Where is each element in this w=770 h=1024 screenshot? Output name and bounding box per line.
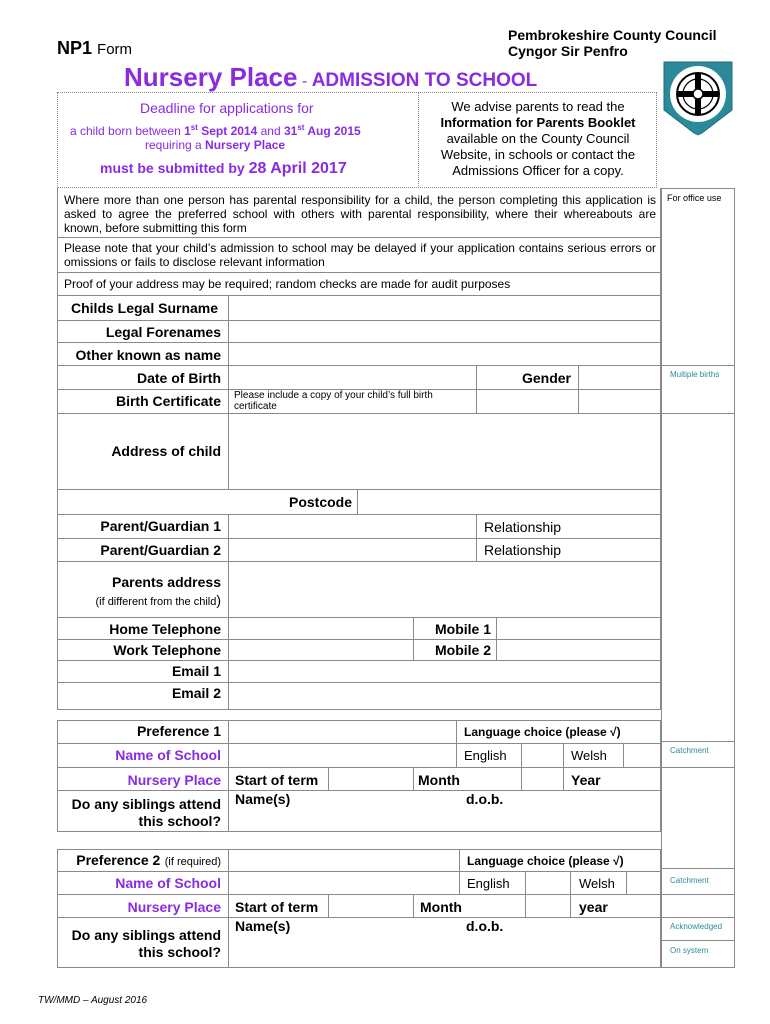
vrule-pref2-year	[570, 894, 571, 917]
pref2-label-text: Preference 2	[76, 852, 161, 868]
pref2-welsh-checkbox[interactable]	[626, 872, 660, 894]
label-pref1-welsh: Welsh	[571, 748, 607, 763]
pref1-start-field[interactable]	[328, 768, 413, 790]
pref1-year-field[interactable]	[610, 768, 660, 790]
label-pref1-year: Year	[571, 772, 601, 788]
pref1-month-field[interactable]	[521, 768, 563, 790]
label-pref2-siblings	[72, 927, 221, 961]
pref1-welsh-checkbox[interactable]	[623, 744, 660, 767]
label-other-name: Other known as name	[75, 347, 221, 363]
label-pref1-school: Name of School	[115, 747, 221, 763]
parent-guardian-1-field[interactable]	[228, 515, 476, 538]
office-multiple-births: Multiple births	[670, 370, 720, 379]
email-2-field[interactable]	[228, 683, 660, 710]
deadline-line4	[100, 160, 347, 178]
parents-address-note-text: (if different from the child	[95, 596, 217, 608]
rule-note2	[57, 272, 661, 273]
advice-text	[420, 99, 656, 179]
mobile-1-field[interactable]	[496, 618, 660, 639]
label-pref1-start: Start of term	[235, 772, 319, 788]
advice-line2: Information for Parents Booklet	[440, 115, 636, 130]
label-preference-2	[76, 852, 221, 870]
date-of-birth-field[interactable]	[228, 366, 476, 389]
deadline-line1: Deadline for applications for	[140, 100, 314, 116]
label-legal-forenames: Legal Forenames	[105, 324, 221, 340]
legal-forenames-field[interactable]	[228, 321, 660, 342]
advice-line4: Website, in schools or contact the	[440, 147, 636, 162]
form-code	[57, 38, 132, 59]
pref1-english-checkbox[interactable]	[521, 744, 563, 767]
label-parent-guardian-2: Parent/Guardian 2	[100, 542, 221, 558]
office-column	[661, 188, 735, 968]
label-pref2-english: English	[467, 876, 510, 891]
deadline-requiring: requiring a	[145, 138, 206, 152]
council-seal-logo	[660, 58, 736, 138]
pref2-start-field[interactable]	[328, 895, 413, 917]
parents-address-field[interactable]	[228, 562, 660, 617]
title-dash: -	[301, 73, 308, 90]
vrule-pref1-month	[413, 767, 414, 790]
label-relationship-1: Relationship	[484, 519, 562, 535]
council-name-en: Pembrokeshire County Council	[508, 27, 717, 43]
deadline-submitted-by: must be submitted by	[100, 160, 249, 176]
rule-office-acknowledged-top	[661, 917, 735, 918]
deadline-line2	[70, 123, 361, 138]
label-email-2: Email 2	[171, 685, 221, 701]
label-parent-guardian-1: Parent/Guardian 1	[100, 518, 221, 534]
vrule-pref1-language	[456, 720, 457, 767]
label-pref2-names: Name(s)	[235, 918, 291, 934]
vrule-pref1-year	[563, 767, 564, 790]
office-on-system: On system	[670, 946, 709, 955]
office-catchment-2: Catchment	[670, 876, 709, 885]
note-parental-responsibility: Where more than one person has parental responsibility for a child, the person completing this application is asked to agree the preferred school with others with parental responsibility, where their whereabouts are known, before submitting this form	[64, 193, 656, 235]
label-pref1-language: Language choice (please √)	[464, 725, 621, 739]
office-use-label: For office use	[667, 193, 722, 203]
label-pref2-dob: d.o.b.	[466, 918, 504, 934]
label-gender: Gender	[521, 370, 571, 386]
deadline-nursery-place: Nursery Place	[205, 138, 286, 152]
deadline-date2-day: 31	[283, 124, 298, 138]
vrule-mobile-left	[413, 617, 414, 660]
label-child-surname: Childs Legal Surname	[71, 300, 219, 316]
label-work-telephone: Work Telephone	[113, 642, 221, 658]
postcode-field[interactable]	[357, 490, 660, 514]
pref1-school-field[interactable]	[228, 744, 456, 767]
label-postcode: Postcode	[288, 494, 352, 510]
vrule-pref2-welsh	[570, 871, 571, 894]
deadline-date2-rest: Aug 2015	[304, 124, 361, 138]
title-main: Nursery Place	[124, 62, 298, 92]
deadline-and: and	[257, 124, 284, 138]
deadline-line3	[145, 138, 285, 152]
rule-office-births-bottom	[661, 413, 735, 414]
label-pref2-month: Month	[420, 899, 462, 915]
vrule-relationship	[476, 514, 477, 561]
parents-address-note	[95, 592, 221, 608]
label-email-1: Email 1	[171, 663, 221, 679]
child-surname-field[interactable]	[228, 296, 660, 320]
office-acknowledged: Acknowledged	[670, 922, 723, 931]
rule-office-births-top	[661, 365, 735, 366]
parent-guardian-2-field[interactable]	[228, 539, 476, 561]
pref2-siblings-field[interactable]	[228, 918, 660, 967]
rule-office-catchment2-top	[661, 868, 735, 869]
label-pref1-siblings	[72, 796, 221, 830]
note-admission-delay: Please note that your child’s admission to school may be delayed if your application contains serious errors or omissions or fails to disclose relevant information	[64, 241, 656, 269]
pref1-siblings-field[interactable]	[228, 791, 660, 831]
mobile-2-field[interactable]	[496, 640, 660, 660]
email-1-field[interactable]	[228, 661, 660, 682]
rule-note1	[57, 237, 661, 238]
label-address-of-child: Address of child	[111, 443, 221, 459]
advice-line5: Admissions Officer for a copy.	[452, 163, 624, 178]
label-date-of-birth: Date of Birth	[137, 370, 221, 386]
label-pref2-welsh: Welsh	[579, 876, 615, 891]
label-pref2-start: Start of term	[235, 899, 319, 915]
label-mobile-1: Mobile 1	[434, 621, 491, 637]
label-pref2-year: year	[579, 899, 608, 915]
home-telephone-field[interactable]	[228, 618, 413, 639]
office-catchment-1: Catchment	[670, 746, 709, 755]
rule-office-catchment2-bottom	[661, 894, 735, 895]
deadline-date2-sup: st	[297, 123, 305, 132]
note-proof-address: Proof of your address may be required; random checks are made for audit purposes	[64, 277, 511, 291]
pref2-label-note: (if required)	[164, 856, 221, 868]
label-mobile-2: Mobile 2	[434, 642, 491, 658]
footer-reference: TW/MMD – August 2016	[38, 995, 148, 1006]
label-relationship-2: Relationship	[484, 542, 562, 558]
deadline-date1-day: 1	[184, 124, 191, 138]
vrule-pref2-language	[459, 849, 460, 894]
label-pref1-dob: d.o.b.	[466, 791, 504, 807]
label-pref2-language: Language choice (please √)	[467, 854, 624, 868]
deadline-divider	[418, 92, 419, 188]
label-home-telephone: Home Telephone	[109, 621, 221, 637]
pref2-siblings-line2: this school?	[138, 944, 221, 960]
birth-certificate-note: Please include a copy of your child’s full birth certificate	[234, 390, 433, 412]
work-telephone-field[interactable]	[228, 640, 413, 660]
rule-office-acknowledged-bottom	[661, 940, 735, 941]
pref1-siblings-line1: Do any siblings attend	[71, 796, 221, 812]
vrule-pref2-month	[413, 894, 414, 917]
form-code-value: NP1	[57, 38, 93, 58]
pref1-siblings-line2: this school?	[138, 813, 221, 829]
title-sub: ADMISSION TO SCHOOL	[311, 70, 538, 91]
deadline-born-between: a child born between	[70, 124, 185, 138]
advice-line1: We advise parents to read the	[451, 99, 625, 114]
vrule-pref1-welsh	[563, 743, 564, 767]
deadline-date1-rest: Sept 2014	[197, 124, 258, 138]
deadline-date: 28 April 2017	[248, 160, 347, 177]
parents-address-note-paren: )	[216, 592, 221, 608]
rule-office-catchment1-bottom	[661, 767, 735, 768]
form-word: Form	[97, 41, 133, 58]
council-name-cy: Cyngor Sir Penfro	[508, 43, 628, 59]
pref2-month-field[interactable]	[525, 895, 570, 917]
label-birth-certificate: Birth Certificate	[115, 393, 221, 409]
pref2-year-field[interactable]	[614, 895, 660, 917]
pref2-siblings-line1: Do any siblings attend	[71, 927, 221, 943]
label-pref1-nursery: Nursery Place	[127, 772, 221, 788]
pref2-school-field[interactable]	[228, 872, 459, 894]
label-preference-1: Preference 1	[136, 723, 221, 739]
address-of-child-field[interactable]	[228, 414, 660, 489]
label-pref2-school: Name of School	[115, 875, 221, 891]
label-pref1-names: Name(s)	[235, 791, 291, 807]
label-pref1-english: English	[464, 748, 507, 763]
rule-office-catchment1-top	[661, 741, 735, 742]
gender-field[interactable]	[578, 366, 660, 413]
label-pref2-nursery: Nursery Place	[127, 899, 221, 915]
label-pref1-month: Month	[418, 772, 460, 788]
pref2-english-checkbox[interactable]	[525, 872, 570, 894]
deadline-date1-sup: st	[190, 123, 198, 132]
vrule-gender-left	[476, 365, 477, 413]
other-name-field[interactable]	[228, 343, 660, 365]
label-parents-address: Parents address	[112, 574, 221, 590]
page-title	[124, 62, 537, 93]
advice-line3: available on the County Council	[446, 131, 630, 146]
